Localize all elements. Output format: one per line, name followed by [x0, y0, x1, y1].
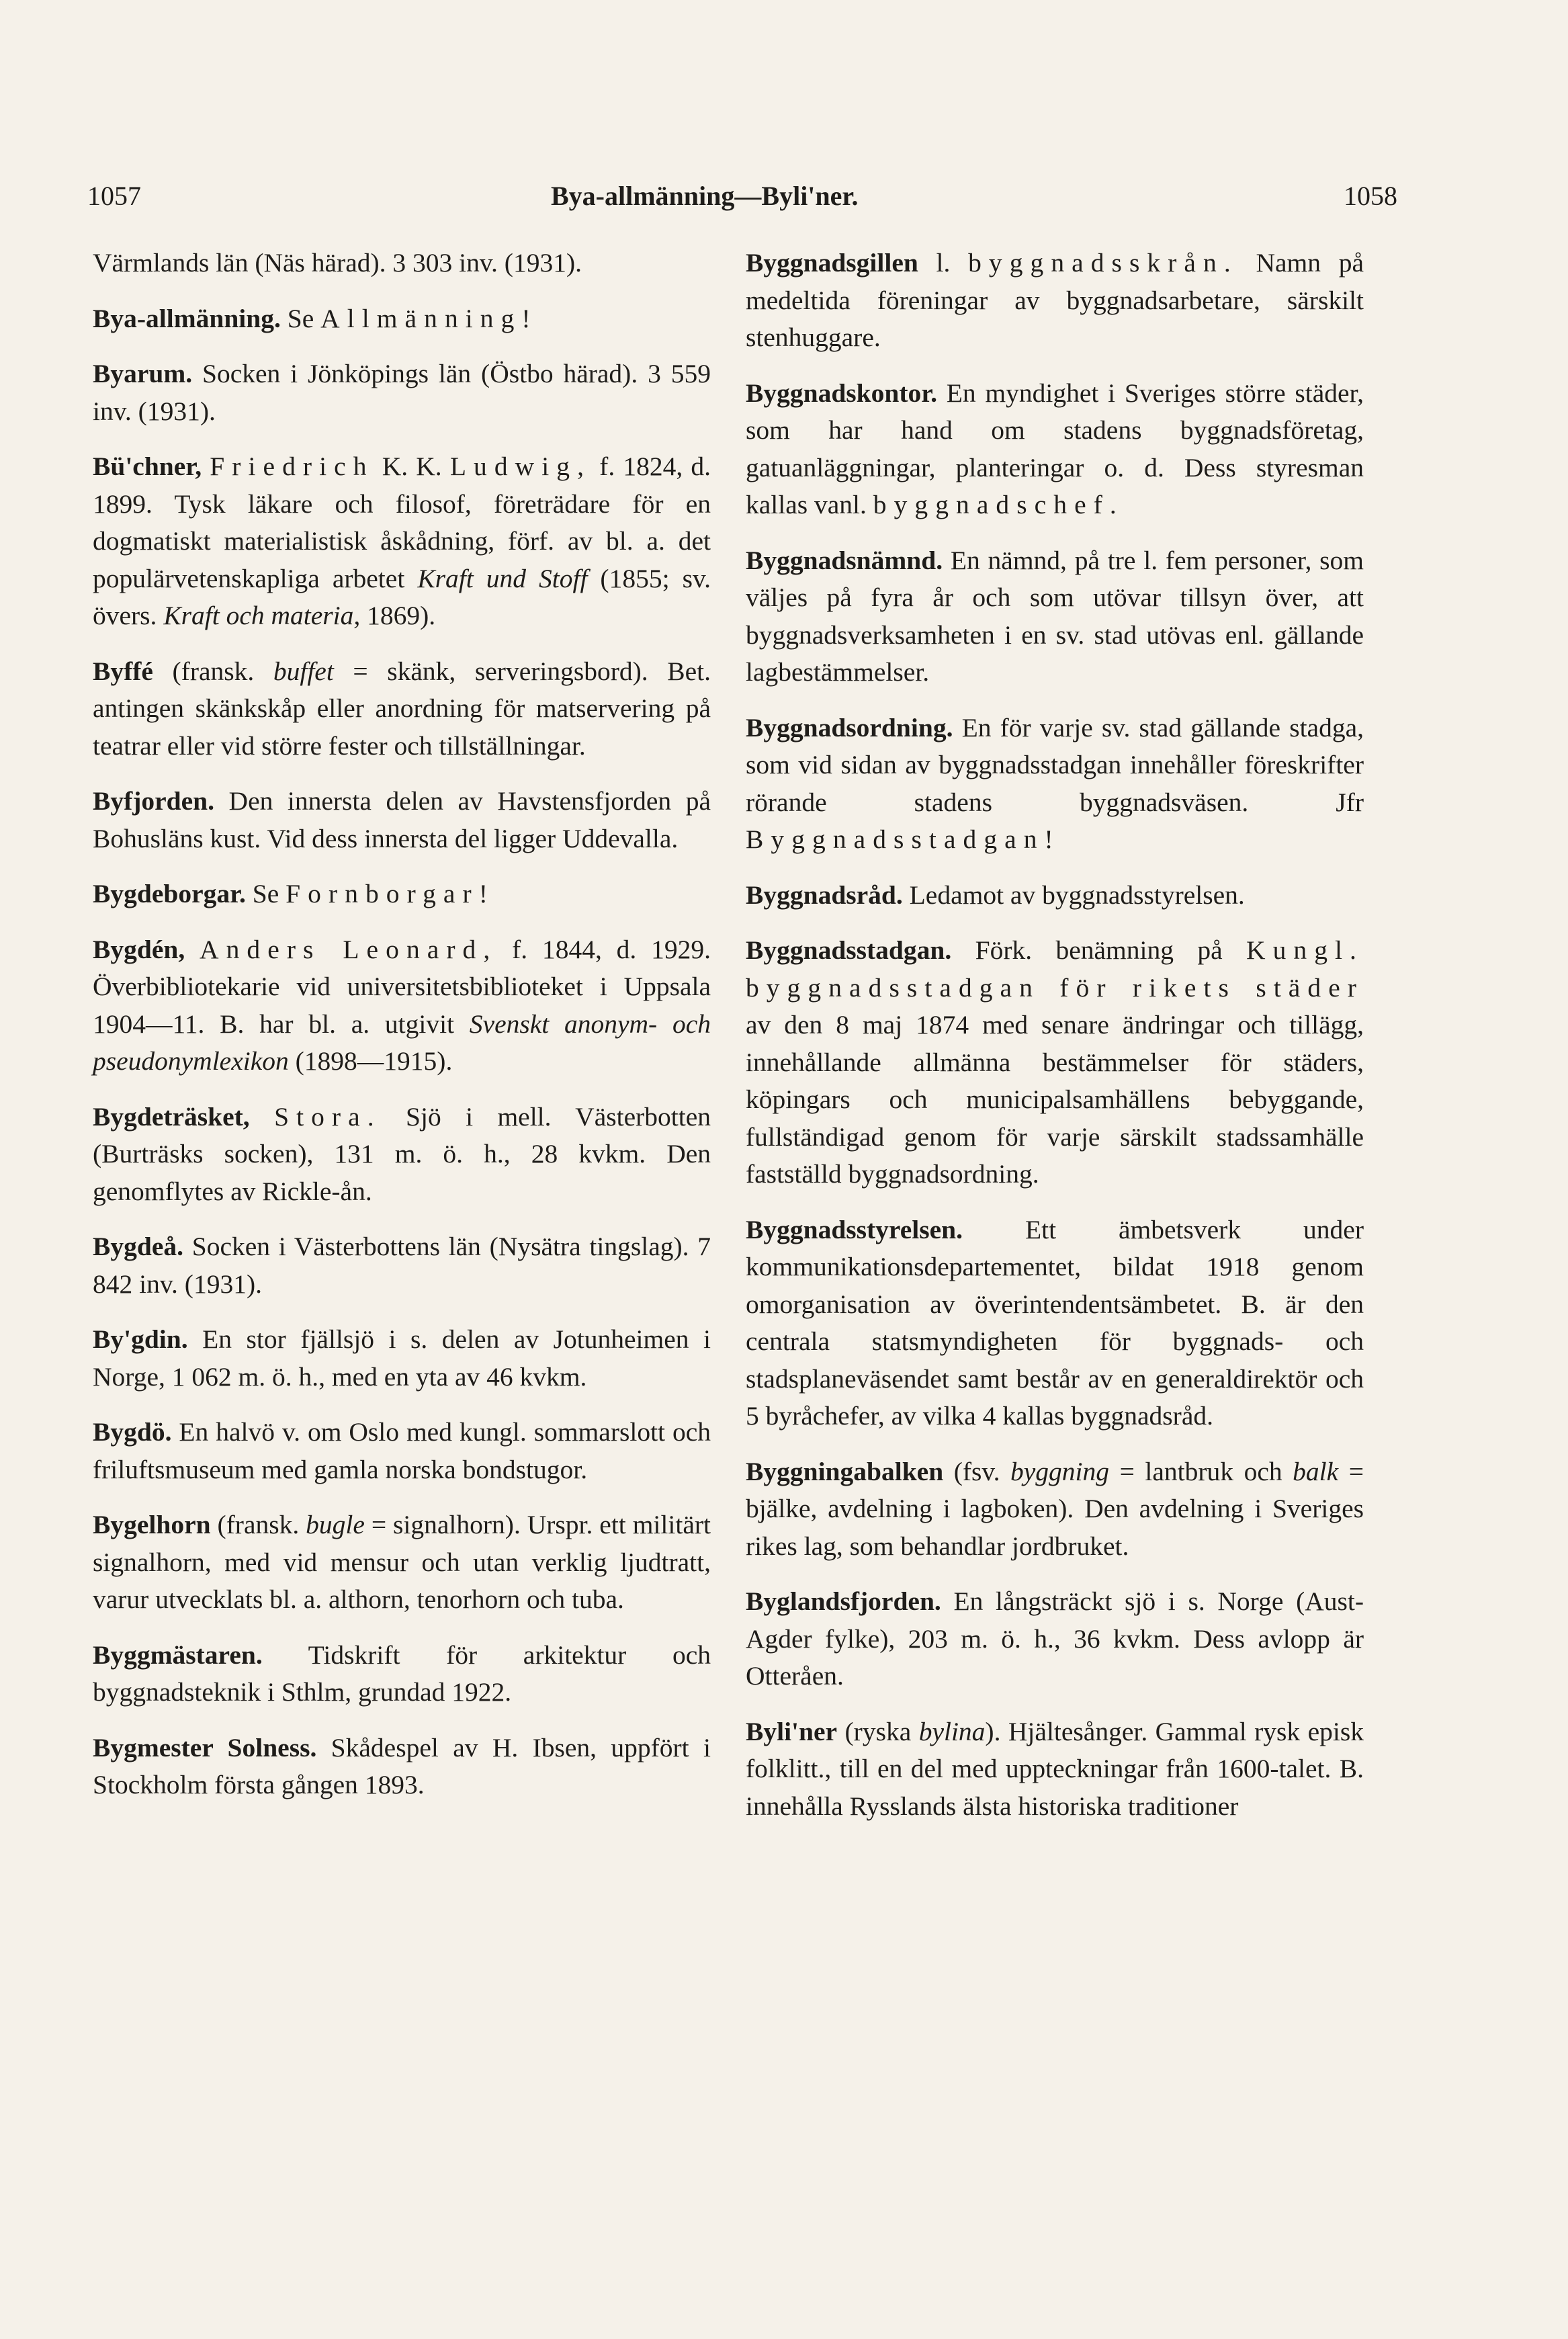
spaced-name: Kungl. byggnadsstadgan för rikets städer	[746, 935, 1364, 1003]
entry-text: ). Hjältesånger. Gammal rysk episk folklitt., till en del med uppteckningar från 1600-talet. B. innehålla Rysslands älsta historiska traditioner	[746, 1716, 1364, 1821]
entry-text: = lantbruk och	[1109, 1456, 1293, 1486]
headword: Bygdeborgar.	[93, 879, 246, 908]
entry-text: Se	[245, 879, 286, 908]
entry-text: Socken i Jönköpings län (Östbo härad). 3 559 inv. (1931).	[93, 359, 711, 426]
headword: Byggnadsstyrelsen.	[746, 1214, 963, 1244]
spaced-name: Stora.	[274, 1101, 382, 1132]
entry-bygdetrasket	[93, 1099, 711, 1211]
entry-text: (fransk.	[153, 656, 273, 686]
entry-text: (ryska	[837, 1716, 919, 1746]
entry-text: = bjälke, avdelning i lagboken). Den avdelning i Sveriges rikes lag, som behandlar jordbruket.	[746, 1456, 1364, 1561]
entry-bygdeborgar	[93, 876, 711, 913]
spaced-name: Ludwig,	[449, 452, 592, 481]
entry-text: En för varje sv. stad gällande stadga, som vid sidan av byggnadsstadgan innehåller föreskrifter rörande stadens byggnadsväsen. Jfr	[746, 712, 1364, 817]
entry-text: (fsv.	[943, 1456, 1011, 1486]
entry-text: Tidskrift för arkitektur och byggnadsteknik i Sthlm, grundad 1922.	[93, 1640, 711, 1707]
headword: Bygdö.	[93, 1417, 172, 1447]
entry-text: f. 1824, d. 1899. Tysk läkare och filosof, företrädare för en dogmatiskt materialistisk åskådning, förf. av bl. a. det populärvetenskapliga arbetet	[93, 452, 711, 593]
entry-text: Skådespel av H. Ibsen, uppfört i Stockholm första gången 1893.	[93, 1732, 711, 1799]
headword: Byggnadskontor.	[746, 378, 938, 408]
headword: Bü'chner,	[93, 452, 202, 481]
entry-byggningabalken	[746, 1453, 1364, 1566]
headword: Byggnadsstadgan.	[746, 935, 952, 965]
entry-byggnadsordning	[746, 710, 1364, 859]
entry-byggnadsgillen	[746, 245, 1364, 357]
left-column	[93, 245, 711, 1822]
entry-text: 1869).	[360, 601, 436, 630]
entry-text: Värmlands län (Näs härad). 3 303 inv. (1931).	[93, 248, 582, 278]
entry-bygdea	[93, 1228, 711, 1303]
entry-bygdin	[93, 1321, 711, 1396]
page-header	[87, 180, 1397, 220]
entry-text: K. K.	[374, 452, 450, 481]
entry-text: Sjö i mell. Västerbotten (Burträsks socken), 131 m. ö. h., 28 kvkm. Den genomflytes av Rickle-ån.	[93, 1101, 711, 1206]
italic-term: bugle	[306, 1510, 365, 1539]
entry-bya-allmanning	[93, 300, 711, 338]
entry-varmlands	[93, 245, 711, 282]
entry-byggnadsstyrelsen	[746, 1211, 1364, 1435]
entry-text: (1855; sv. övers.	[93, 563, 711, 630]
entry-text: En nämnd, på tre l. fem personer, som väljes på fyra år och som utövar tillsyn över, att byggnadsverksamheten i en sv. stad utövas enl. gällande lagbestämmelser.	[746, 545, 1364, 687]
headword: Byfjorden.	[93, 786, 215, 816]
headword: Bygdeträsket,	[93, 1101, 250, 1132]
spaced-name: Allmänning!	[320, 303, 538, 333]
entry-text: En stor fjällsjö i s. delen av Jotunheimen i Norge, 1 062 m. ö. h., med en yta av 46 kvkm.	[93, 1324, 711, 1392]
headword: Byffé	[93, 656, 153, 686]
entry-text: f. 1844, d. 1929. Överbibliotekarie vid universitetsbiblioteket i Uppsala 1904—11. B. har bl. a. utgivit	[93, 934, 711, 1039]
entry-byggnadsrad	[746, 877, 1364, 915]
entry-text: Den innersta delen av Havstensfjorden på Bohusläns kust. Vid dess innersta del ligger Uddevalla.	[93, 786, 711, 853]
headword: Bygmester Solness.	[93, 1732, 317, 1762]
entry-byggnadsstadgan	[746, 932, 1364, 1193]
entry-text: = signalhorn). Urspr. ett militärt signalhorn, med vid mensur och utan verklig ljudtratt, varur utvecklats bl. a. althorn, tenorhorn och tuba.	[93, 1510, 711, 1614]
spaced-name: byggnadschef.	[873, 490, 1124, 519]
entry-text: Förk. benämning på	[951, 935, 1246, 965]
right-column	[746, 245, 1364, 1843]
entry-text: Socken i Västerbottens län (Nysätra tingslag). 7 842 inv. (1931).	[93, 1232, 711, 1299]
headword: Byggnadsordning.	[746, 712, 953, 742]
entry-text: Se	[280, 303, 321, 333]
headword: Byggnadsgillen	[746, 248, 918, 278]
entry-bygdo	[93, 1414, 711, 1488]
entry-byliner	[746, 1713, 1364, 1826]
italic-term: balk	[1293, 1456, 1339, 1486]
headword: By'gdin.	[93, 1324, 188, 1354]
headword: Bygdén,	[93, 934, 185, 964]
entry-byffe	[93, 653, 711, 765]
entry-bygmester	[93, 1730, 711, 1804]
entry-text: = skänk, serveringsbord). Bet. antingen skänkskåp eller anordning för matservering på teatrar eller vid större fester och tillställningar.	[93, 656, 711, 761]
entry-text	[250, 1102, 274, 1132]
entry-text: (fransk.	[210, 1510, 306, 1539]
headword: Byli'ner	[746, 1716, 838, 1746]
entry-text: En långsträckt sjö i s. Norge (Aust-Agder fylke), 203 m. ö. h., 36 kvkm. Dess avlopp är Otteråen.	[746, 1586, 1364, 1691]
entry-text	[185, 935, 200, 964]
entry-text: l.	[918, 248, 969, 278]
italic-term: buffet	[273, 656, 334, 686]
headword: Byarum.	[93, 359, 193, 388]
entry-bygelhorn	[93, 1506, 711, 1619]
page-number-left: 1057	[87, 181, 141, 211]
entry-text: (1898—1915).	[288, 1046, 453, 1076]
spaced-name: Fornborgar!	[286, 879, 495, 908]
entry-text: Namn på medeltida föreningar av byggnadsarbetare, särskilt stenhuggare.	[746, 248, 1364, 352]
headword: Bya-allmänning.	[93, 303, 281, 333]
entry-text	[202, 452, 210, 481]
entry-buchner	[93, 448, 711, 635]
page-number-right: 1058	[1344, 181, 1397, 211]
headword: Byggnadsnämnd.	[746, 545, 943, 575]
spaced-name: byggnadsskrån.	[968, 248, 1238, 278]
entry-text: Ledamot av byggnadsstyrelsen.	[902, 880, 1245, 910]
spaced-name: Byggnadsstadgan!	[746, 824, 1061, 854]
entry-text: En halvö v. om Oslo med kungl. sommarslott och friluftsmuseum med gamla norska bondstugor.	[93, 1417, 711, 1484]
italic-term: Kraft und Stoff	[417, 563, 588, 593]
italic-term: Kraft och materia,	[163, 601, 361, 630]
entry-byarum	[93, 355, 711, 430]
headword: Bygdeå.	[93, 1232, 183, 1261]
headword: Byggnadsråd.	[746, 880, 903, 910]
entry-text: av den 8 maj 1874 med senare ändringar och tillägg, innehållande allmänna bestämmelser för städers, köpingars och municipalsamhällens bebyggande, fullständigad genom för varje särskilt stadssamhälle fastställd byggnadsordning.	[746, 1010, 1364, 1189]
entry-bygden	[93, 931, 711, 1080]
entry-byggmastaren	[93, 1637, 711, 1711]
entry-byfjorden	[93, 783, 711, 857]
headword: Byggmästaren.	[93, 1640, 263, 1670]
entry-text: Ett ämbetsverk under kommunikationsdepartementet, bildat 1918 genom omorganisation av överintendentsämbetet. B. är den centrala statsmyndigheten för byggnads- och stadsplaneväsendet samt består av en generaldirektör och 5 byråchefer, av vilka 4 kallas byggnadsråd.	[746, 1214, 1364, 1431]
entry-byggnadsnamnd	[746, 542, 1364, 691]
headword: Byglandsfjorden.	[746, 1586, 941, 1616]
italic-term: byggning	[1010, 1456, 1110, 1486]
entry-byggnadskontor	[746, 375, 1364, 524]
entry-byglandsfjorden	[746, 1583, 1364, 1695]
headword: Byggningabalken	[746, 1456, 944, 1486]
entry-text: En myndighet i Sveriges större städer, som har hand om stadens byggnadsföretag, gatuanläggningar, planteringar o. d. Dess styresman kallas vanl.	[746, 378, 1364, 519]
spaced-name: Anders Leonard,	[200, 934, 498, 964]
headword: Bygelhorn	[93, 1510, 211, 1539]
italic-term: bylina	[918, 1716, 986, 1746]
running-head: Bya-allmänning—Byli'ner.	[551, 181, 859, 211]
italic-term: Svenskt anonym- och pseudonymlexikon	[93, 1009, 711, 1076]
spaced-name: Friedrich	[210, 452, 374, 481]
